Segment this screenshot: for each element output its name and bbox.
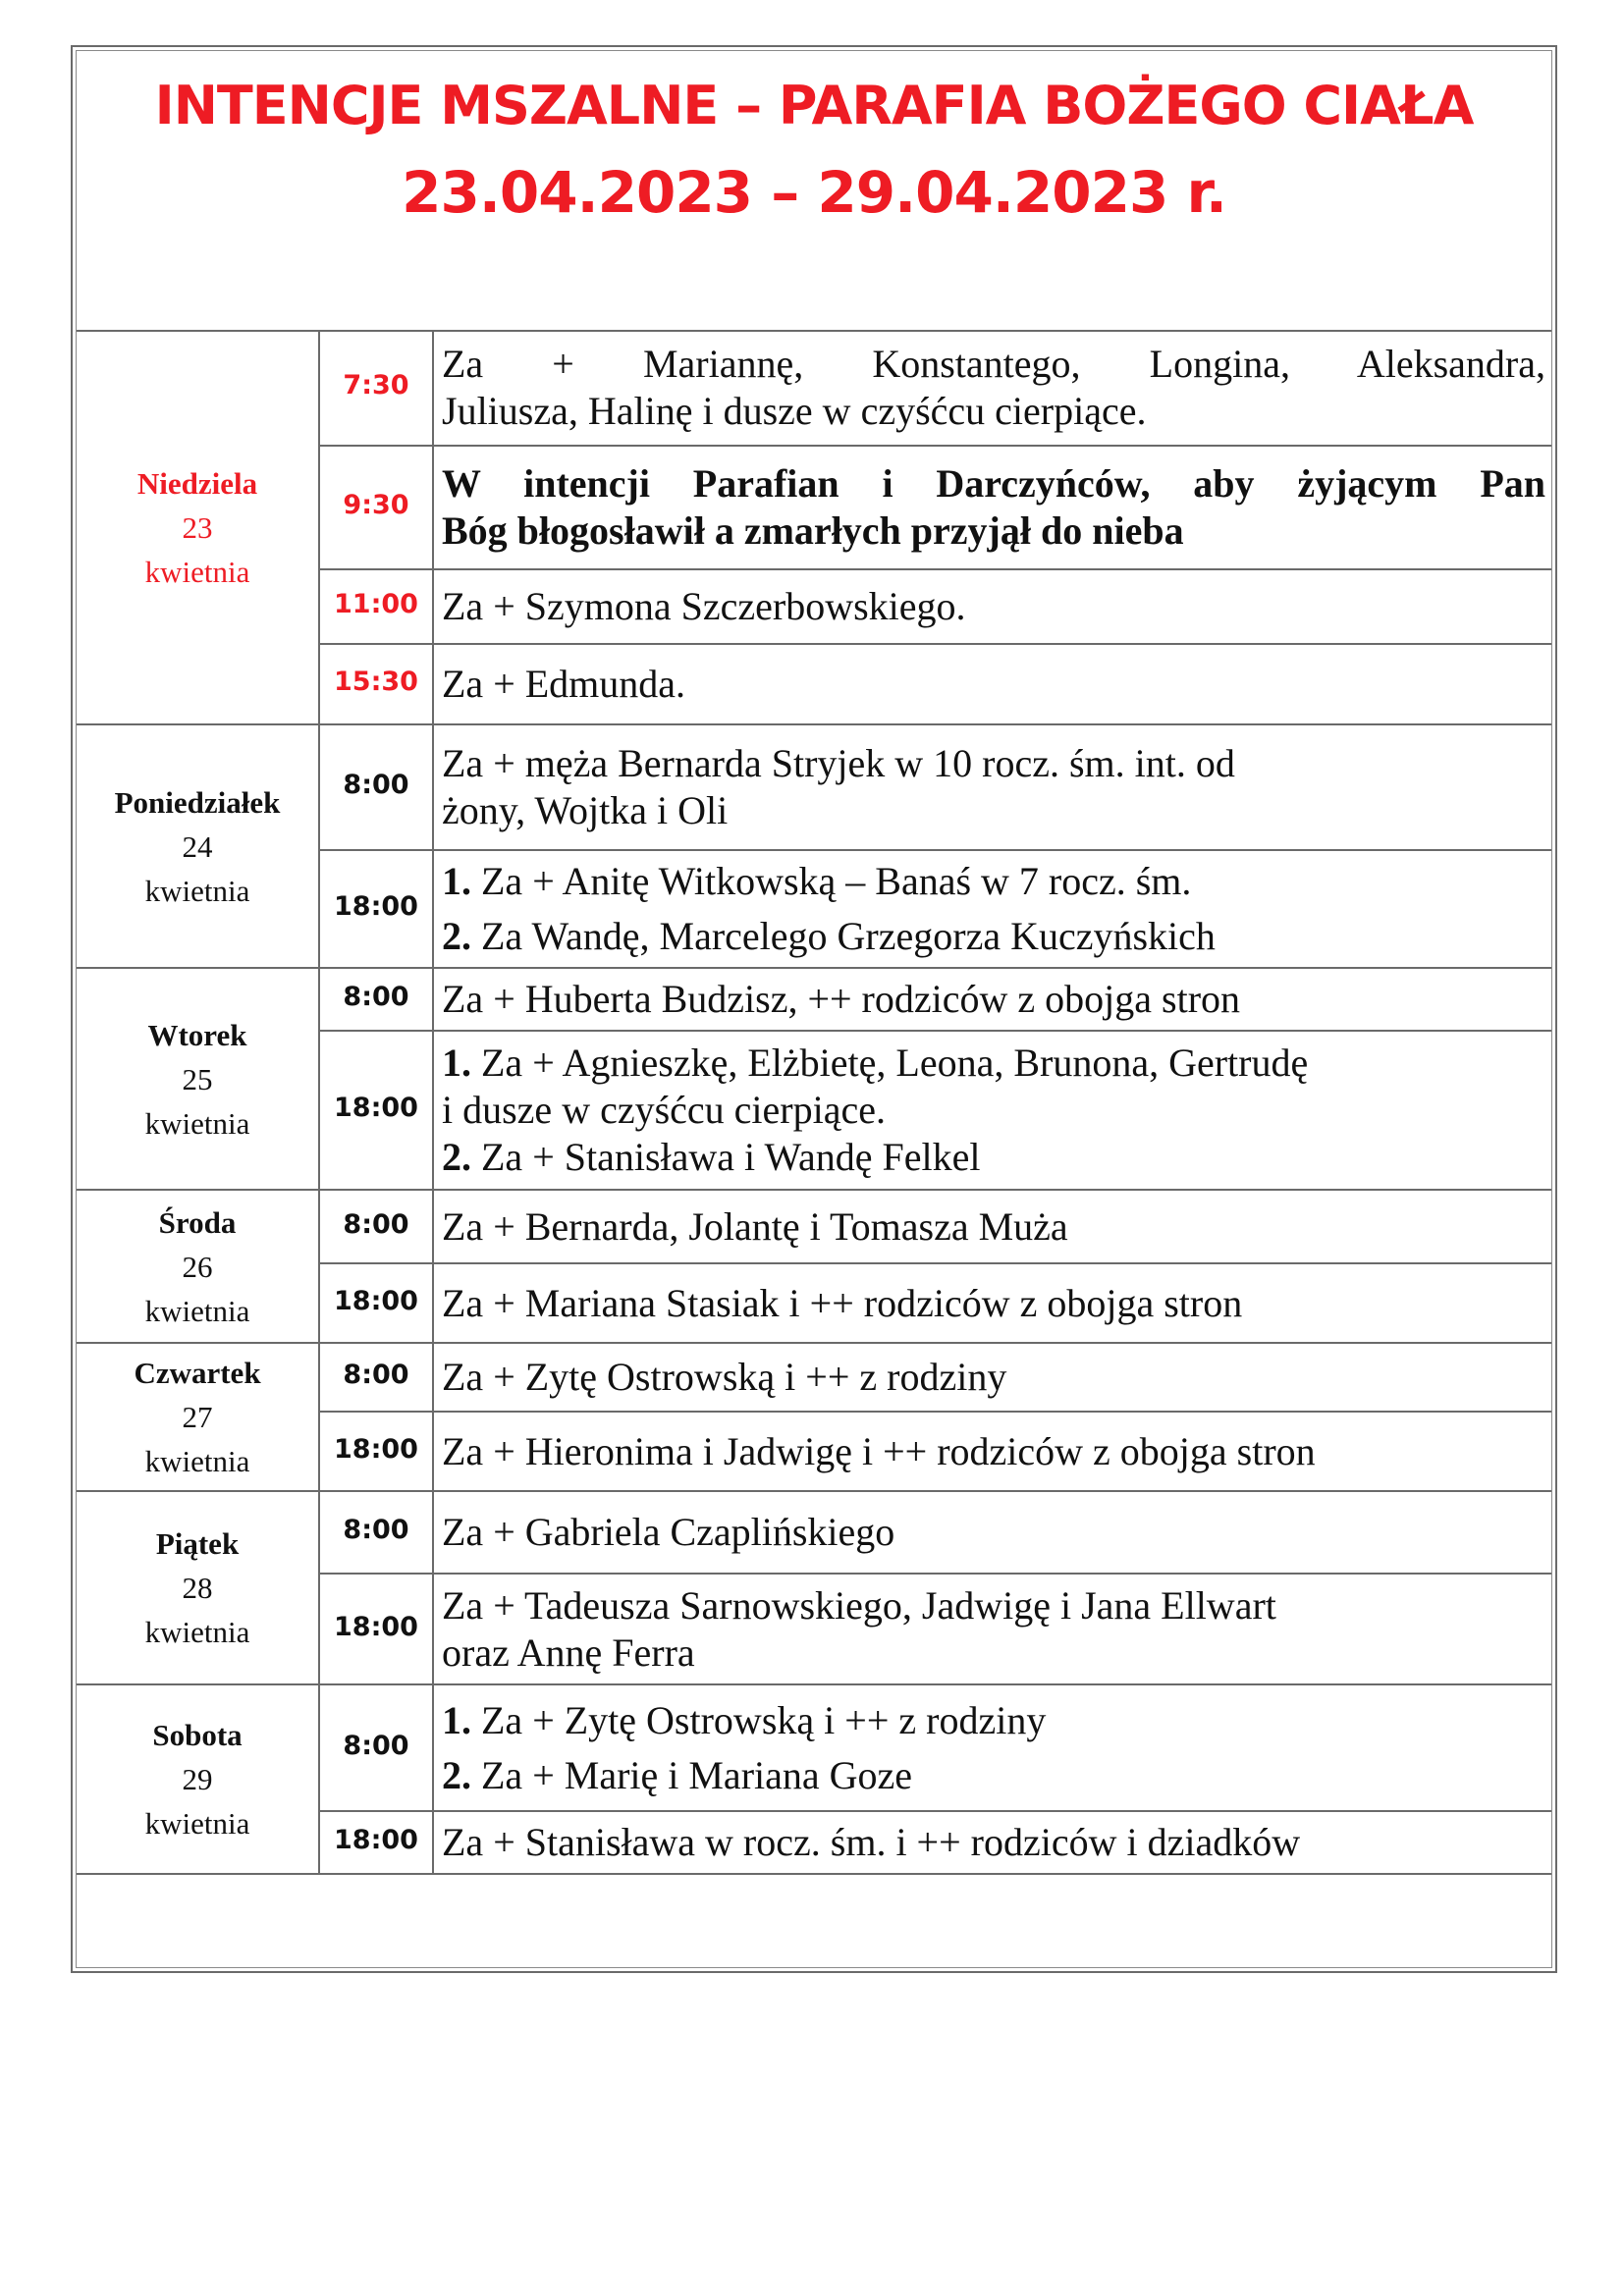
mass-time: 8:00	[343, 982, 409, 1012]
day-name: Czwartek	[134, 1356, 261, 1390]
date-range: 23.04.2023 – 29.04.2023 r.	[402, 159, 1226, 226]
intention-line: żony, Wojtka i Oli	[442, 788, 729, 832]
schedule-header	[77, 51, 1551, 332]
day-label	[77, 1713, 318, 1845]
item-number: 2.	[442, 1752, 471, 1797]
intention-item	[442, 1748, 1545, 1803]
day-name: Poniedziałek	[114, 784, 281, 820]
day-divider	[77, 967, 1551, 969]
mass-intention	[442, 1819, 1545, 1866]
page-title: INTENCJE MSZALNE – PARAFIA BOŻEGO CIAŁA	[154, 75, 1474, 136]
mass-intention	[442, 1693, 1545, 1803]
intention-item	[442, 1134, 1545, 1181]
day-divider	[77, 1189, 1551, 1191]
day-name: Niedziela	[136, 465, 258, 501]
mass-time: 18:00	[334, 1825, 418, 1855]
mass-intention	[442, 976, 1545, 1023]
mass-time: 8:00	[343, 1360, 409, 1390]
mass-time: 9:30	[343, 490, 409, 520]
intention-line: Juliusza, Halinę i dusze w czyśćcu cierpiące.	[442, 389, 1147, 433]
day-divider	[77, 1873, 1551, 1875]
row-divider	[318, 1573, 432, 1575]
day-month: kwietnia	[144, 1806, 250, 1841]
day-name: Wtorek	[147, 1017, 247, 1052]
row-divider	[318, 1810, 432, 1812]
mass-intention	[442, 583, 1545, 630]
intention-line: Za + Szymona Szczerbowskiego.	[442, 584, 966, 628]
item-text: Za + Stanisława i Wandę Felkel	[471, 1135, 981, 1179]
mass-time: 8:00	[343, 770, 409, 800]
intention-item	[442, 909, 1545, 964]
day-number: 24	[182, 828, 213, 864]
day-month: kwietnia	[144, 1105, 250, 1141]
mass-intention	[442, 661, 1545, 708]
intention-item	[442, 1040, 1545, 1087]
item-text: i dusze w czyśćcu cierpiące.	[442, 1088, 886, 1132]
mass-time: 18:00	[334, 1433, 418, 1465]
row-divider	[432, 1810, 1551, 1812]
mass-intention	[442, 854, 1545, 964]
item-text: Za + Agnieszkę, Elżbietę, Leona, Brunona, Gertrudę	[471, 1041, 1309, 1085]
day-number: 28	[182, 1571, 213, 1605]
schedule-sheet	[71, 45, 1557, 1973]
mass-time: 15:30	[334, 667, 418, 697]
mass-time: 18:00	[334, 1285, 418, 1316]
item-number: 2.	[442, 914, 471, 958]
item-text: Za Wandę, Marcelego Grzegorza Kuczyńskich	[471, 914, 1216, 958]
mass-intention	[442, 740, 1545, 834]
day-label	[77, 1013, 318, 1146]
intention-line: Bóg błogosławił a zmarłych przyjął do nieba	[442, 508, 1184, 553]
row-divider	[432, 1573, 1551, 1575]
day-number: 29	[182, 1762, 213, 1796]
row-divider	[318, 1262, 432, 1264]
day-name: Środa	[158, 1204, 237, 1240]
day-month: kwietnia	[144, 1293, 250, 1328]
item-number: 2.	[442, 1135, 471, 1179]
row-divider	[432, 849, 1551, 851]
intention-line: Za + Hieronima i Jadwigę i ++ rodziców z obojga stron	[442, 1428, 1316, 1473]
mass-time: 8:00	[343, 1730, 409, 1761]
intention-line: oraz Annę Ferra	[442, 1629, 695, 1675]
mass-intention	[442, 341, 1545, 435]
item-number: 1.	[442, 1697, 471, 1742]
row-divider	[432, 643, 1551, 645]
day-divider	[77, 723, 1551, 725]
day-label	[77, 1522, 318, 1654]
intention-line: Za + Bernarda, Jolantę i Tomasza Muża	[442, 1203, 1068, 1249]
day-number: 27	[182, 1400, 213, 1434]
column-divider	[432, 330, 434, 1874]
intention-line: Za + Tadeusza Sarnowskiego, Jadwigę i Jana Ellwart	[442, 1582, 1276, 1628]
intention-line: Za + Mariana Stasiak i ++ rodziców z obojga stron	[442, 1280, 1243, 1325]
row-divider	[318, 849, 432, 851]
item-number: 1.	[442, 1041, 471, 1085]
intention-line: Za + Huberta Budzisz, ++ rodziców z obojga stron	[442, 977, 1241, 1021]
intention-line: Za + Edmunda.	[442, 662, 686, 706]
column-divider	[318, 330, 320, 1874]
day-divider	[77, 1342, 1551, 1344]
schedule-table	[76, 50, 1552, 1968]
intention-item	[442, 1693, 1545, 1748]
mass-time: 8:00	[343, 1208, 409, 1240]
day-name: Sobota	[152, 1718, 243, 1752]
row-divider	[318, 1411, 432, 1413]
intention-line: Za + Mariannę, Konstantego, Longina, Aleksandra,	[442, 342, 1545, 386]
row-divider	[432, 445, 1551, 447]
row-divider	[318, 1030, 432, 1032]
intention-line: W intencji Parafian i Darczyńców, aby żyjącym Pan	[442, 461, 1545, 506]
item-number: 1.	[442, 859, 471, 903]
day-label	[77, 1201, 318, 1333]
day-label	[77, 780, 318, 913]
intention-line: Za + Zytę Ostrowską i ++ z rodziny	[442, 1355, 1007, 1399]
row-divider	[318, 568, 432, 570]
day-name: Piątek	[155, 1526, 240, 1561]
intention-item	[442, 1087, 1545, 1134]
mass-time: 18:00	[334, 891, 418, 922]
item-text: Za + Anitę Witkowską – Banaś w 7 rocz. śm.	[471, 859, 1192, 903]
mass-time: 8:00	[343, 1515, 409, 1545]
mass-intention	[442, 1582, 1545, 1677]
day-number: 26	[182, 1249, 213, 1284]
mass-intention	[442, 1280, 1545, 1327]
mass-time: 7:30	[343, 370, 409, 400]
mass-time: 18:00	[334, 1093, 418, 1123]
intention-line: Za + męża Bernarda Stryjek w 10 rocz. śm. int. od	[442, 741, 1235, 785]
intention-line: Za + Stanisława w rocz. śm. i ++ rodziców i dziadków	[442, 1820, 1301, 1864]
day-divider	[77, 1490, 1551, 1492]
day-number: 23	[182, 509, 213, 545]
row-divider	[318, 643, 432, 645]
mass-intention	[442, 460, 1545, 555]
mass-intention	[442, 1040, 1545, 1181]
mass-intention	[442, 1428, 1545, 1475]
day-month: kwietnia	[144, 873, 250, 908]
mass-intention	[442, 1509, 1545, 1556]
day-number: 25	[182, 1061, 213, 1096]
row-divider	[318, 445, 432, 447]
row-divider	[432, 1411, 1551, 1413]
item-text: Za + Zytę Ostrowską i ++ z rodziny	[471, 1697, 1047, 1742]
mass-time: 11:00	[334, 589, 418, 619]
day-label	[77, 461, 318, 594]
day-month: kwietnia	[144, 1444, 250, 1478]
day-month: kwietnia	[144, 1615, 250, 1649]
mass-intention	[442, 1354, 1545, 1401]
mass-time: 18:00	[334, 1611, 418, 1642]
intention-line: Za + Gabriela Czaplińskiego	[442, 1510, 895, 1554]
row-divider	[432, 1030, 1551, 1032]
mass-intention	[442, 1203, 1545, 1251]
row-divider	[432, 568, 1551, 570]
item-text: Za + Marię i Mariana Goze	[471, 1752, 913, 1797]
day-month: kwietnia	[144, 554, 250, 589]
day-label	[77, 1351, 318, 1483]
row-divider	[432, 1262, 1551, 1264]
day-divider	[77, 1683, 1551, 1685]
intention-item	[442, 854, 1545, 909]
